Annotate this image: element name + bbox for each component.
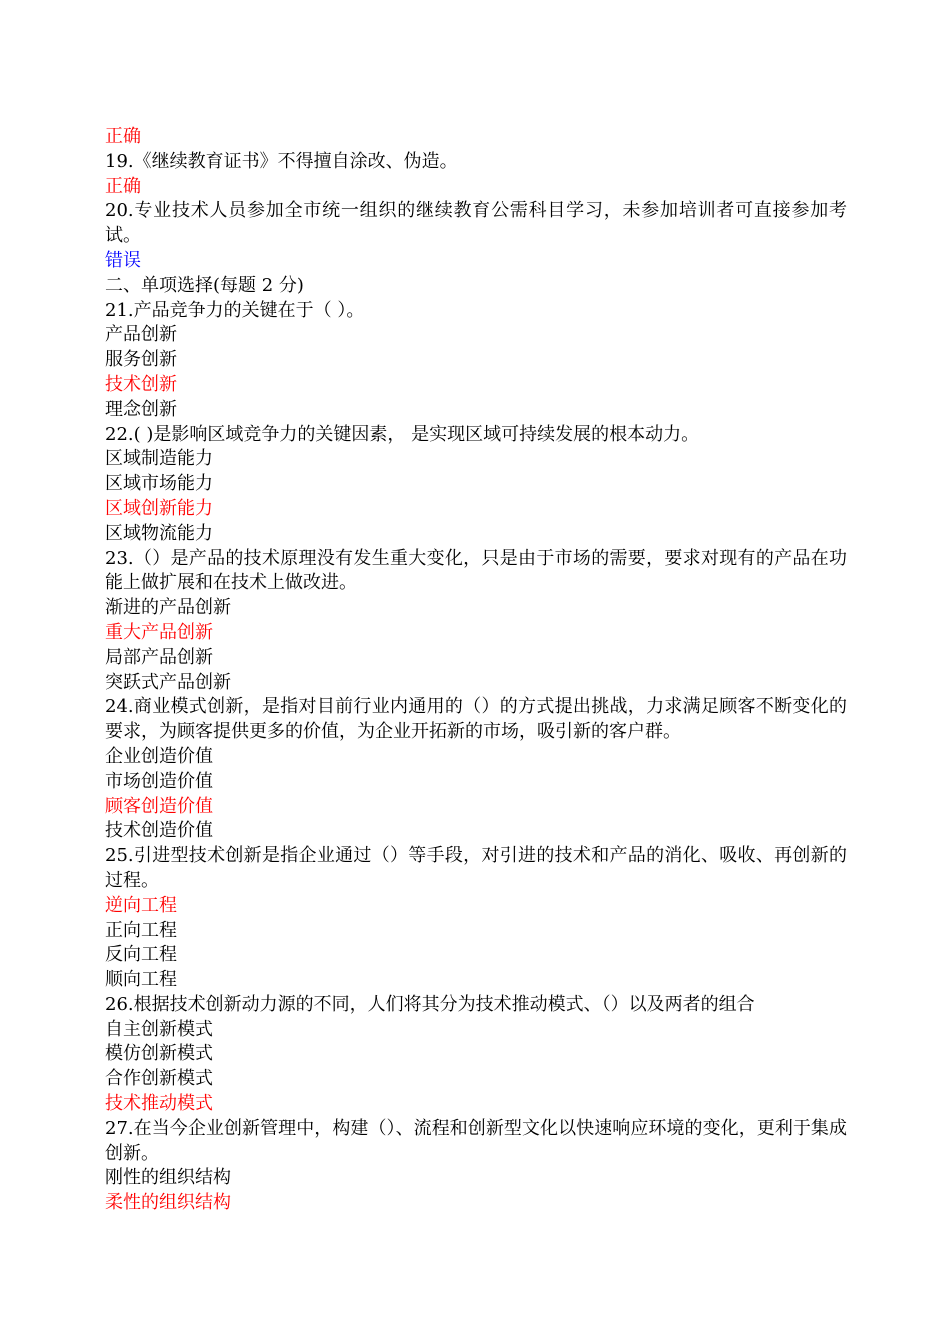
section-heading: 二、单项选择(每题 2 分)	[105, 274, 304, 296]
option-answer: 技术推动模式	[105, 1093, 213, 1115]
option: 突跃式产品创新	[105, 671, 231, 693]
question-27: 27.在当今企业创新管理中，构建（）、流程和创新型文化以快速响应环境的变化，更利于集成创新。	[105, 1117, 847, 1164]
option: 合作创新模式	[105, 1068, 213, 1090]
option: 区域物流能力	[105, 522, 213, 544]
option: 刚性的组织结构	[105, 1167, 231, 1189]
option: 企业创造价值	[105, 745, 213, 767]
question-26: 26.根据技术创新动力源的不同，人们将其分为技术推动模式、（）以及两者的组合	[105, 993, 755, 1015]
option: 正向工程	[105, 919, 177, 941]
option: 区域市场能力	[105, 473, 213, 495]
option-answer: 柔性的组织结构	[105, 1192, 231, 1214]
option: 顺向工程	[105, 969, 177, 991]
question-24: 24.商业模式创新，是指对目前行业内通用的（）的方式提出挑战，力求满足顾客不断变化的要求，为顾客提供更多的价值，为企业开拓新的市场，吸引新的客户群。	[105, 696, 847, 743]
question-23: 23.（）是产品的技术原理没有发生重大变化，只是由于市场的需要，要求对现有的产品在功能上做扩展和在技术上做改进。	[105, 547, 847, 594]
option: 理念创新	[105, 398, 177, 420]
answer-wrong: 错误	[105, 249, 141, 271]
question-21: 21.产品竞争力的关键在于（ ）。	[105, 299, 365, 321]
question-25: 25.引进型技术创新是指企业通过（）等手段，对引进的技术和产品的消化、吸收、再创新的过程。	[105, 845, 847, 891]
option-answer: 顾客创造价值	[105, 795, 213, 817]
option-answer: 逆向工程	[105, 894, 177, 916]
option: 区域制造能力	[105, 448, 213, 470]
option: 反向工程	[105, 944, 177, 966]
answer-correct: 正确	[105, 126, 141, 147]
answer-correct: 正确	[105, 175, 141, 197]
option-answer: 区域创新能力	[105, 497, 213, 519]
option: 模仿创新模式	[105, 1043, 213, 1065]
option: 技术创造价值	[105, 820, 213, 842]
option: 产品创新	[105, 324, 177, 346]
option: 服务创新	[105, 349, 177, 371]
option-answer: 重大产品创新	[105, 621, 213, 643]
question-22: 22.( )是影响区域竞争力的关键因素， 是实现区域可持续发展的根本动力。	[105, 423, 700, 445]
document-page	[105, 125, 847, 1216]
option: 自主创新模式	[105, 1018, 213, 1040]
question-19: 19.《继续教育证书》不得擅自涂改、伪造。	[105, 150, 458, 172]
option: 市场创造价值	[105, 770, 213, 792]
option-answer: 技术创新	[105, 373, 177, 395]
option: 局部产品创新	[105, 646, 213, 668]
option: 渐进的产品创新	[105, 597, 231, 619]
question-20: 20.专业技术人员参加全市统一组织的继续教育公需科目学习，未参加培训者可直接参加考试。	[105, 200, 847, 247]
